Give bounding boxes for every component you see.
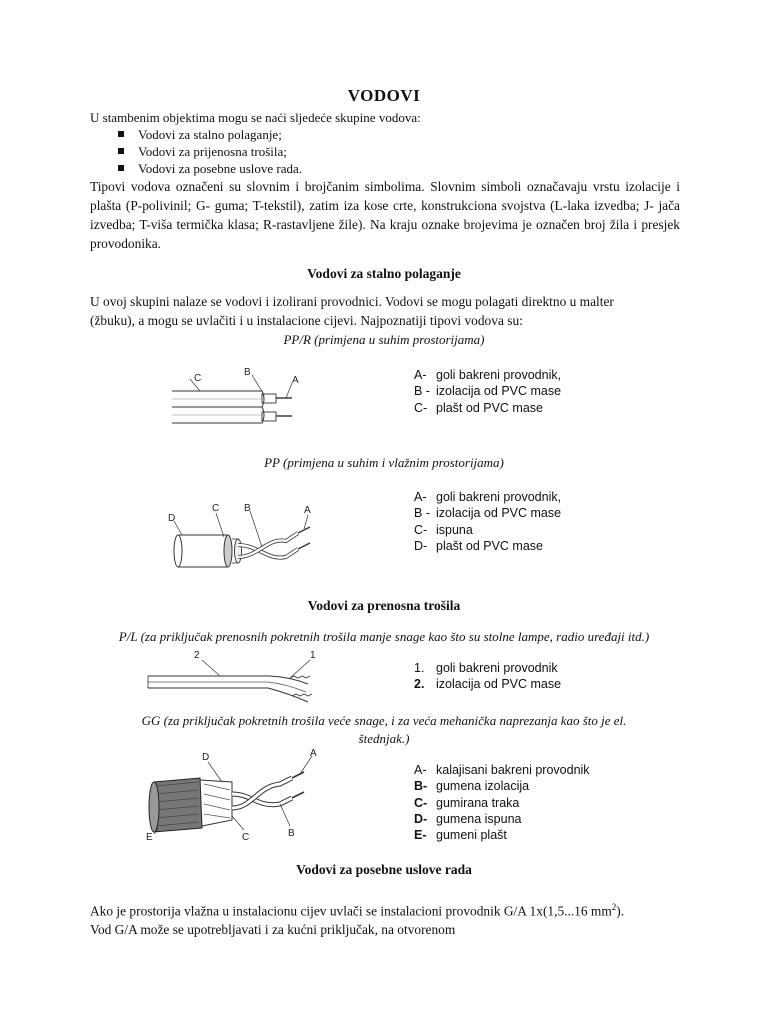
bullet-item: Vodovi za posebne uslove rada. bbox=[118, 160, 302, 177]
bullet-item: Vodovi za stalno polaganje; bbox=[118, 126, 302, 143]
figure2-label: B bbox=[244, 503, 251, 514]
legend-item: 2. izolacija od PVC mase bbox=[414, 677, 562, 692]
legend-item: A- kalajisani bakreni provodnik bbox=[414, 763, 590, 777]
types-paragraph: Tipovi vodova označeni su slovnim i brojčanim simbolima. Slovnim simboli označavaju vrstu izolacije i plašta (P-polivinil; G- guma; T-tekstil), zatim iza kose crte, konstrukciona svojstva (L-laka izvedba; J- jača izvedba; T-viša termička klasa; R-rastavljene žile). Na kraju oznake brojevima je označen broj žila i presjek provodonika. bbox=[90, 179, 680, 251]
figure3-caption: P/L (za priključak prenosnih pokretnih trošila manje snage kao što su stolne lampe, radio uređaji itd.) bbox=[118, 629, 650, 644]
figure4-caption-line: štednjak.) bbox=[358, 731, 410, 746]
figure4-label: A bbox=[310, 748, 317, 759]
legend-item: C- plašt od PVC mase bbox=[414, 400, 543, 415]
bullet-item: Vodovi za prijenosna trošila; bbox=[118, 143, 302, 160]
legend-item: B - izolacija od PVC mase bbox=[414, 506, 562, 521]
figure1-caption: PP/R (primjena u suhim prostorijama) bbox=[283, 332, 485, 347]
figure2-label: A bbox=[304, 505, 311, 516]
figure1-cable-drawing bbox=[160, 365, 310, 442]
legend-item: B - izolacija od PVC mase bbox=[414, 384, 562, 399]
figure3-label: 1 bbox=[310, 650, 316, 661]
figure2-cable-drawing bbox=[158, 497, 328, 582]
figure1-label: B bbox=[244, 367, 251, 378]
figure3-legend bbox=[414, 660, 561, 693]
section3-text: Ako je prostorija vlažna u instalacionu cijev uvlači se instalacioni provodnik G/A 1x(1,5...16 $mm^2$). Vod G/A može se upotrebljavati i za kućni priključak, na otvorenom bbox=[90, 902, 625, 938]
figure4-caption-line: GG (za priključak pokretnih trošila veće snage, i za veća mehanička naprezanja kao što je el. bbox=[141, 713, 627, 728]
figure2-legend bbox=[414, 489, 561, 554]
figure1-label: C bbox=[194, 373, 202, 384]
section-heading-prenosna: Vodovi za prenosna trošila bbox=[307, 598, 461, 613]
figure4-label: D bbox=[202, 752, 210, 763]
legend-item: A- goli bakreni provodnik, bbox=[414, 368, 562, 382]
section1-text: U ovoj skupini nalaze se vodovi i izolirani provodnici. Vodovi se mogu polagati direktno u malter (žbuku), a mogu se uvlačiti i u instalacione cijevi. Najpoznatiji tipovi vodova su: bbox=[90, 294, 614, 328]
figure1-legend bbox=[414, 367, 561, 416]
bullet-list bbox=[118, 126, 302, 177]
figure4-caption bbox=[0, 712, 768, 748]
intro-text: U stambenim objektima mogu se naći sljedeće skupine vodova: bbox=[90, 110, 421, 125]
legend-item: D- gumena ispuna bbox=[414, 811, 522, 826]
legend-item: D- plašt od PVC mase bbox=[414, 538, 543, 553]
section-heading-stalno: Vodovi za stalno polaganje bbox=[307, 266, 461, 281]
figure4-label: E bbox=[146, 832, 153, 842]
figure2-caption: PP (primjena u suhim i vlažnim prostorijama) bbox=[264, 455, 504, 470]
figure2-label: C bbox=[212, 503, 220, 514]
legend-item: A- goli bakreni provodnik, bbox=[414, 490, 562, 504]
figure4-label: B bbox=[288, 828, 295, 839]
figure2-label: D bbox=[168, 513, 176, 524]
legend-item: 1. goli bakreni provodnik bbox=[414, 661, 558, 675]
legend-item: E- gumeni plašt bbox=[414, 828, 507, 843]
figure3-cable-drawing bbox=[140, 648, 330, 711]
figure4-legend bbox=[414, 762, 590, 843]
legend-item: B- gumena izolacija bbox=[414, 779, 530, 794]
legend-item: C- gumirana traka bbox=[414, 795, 520, 810]
section-heading-posebne: Vodovi za posebne uslove rada bbox=[296, 862, 472, 877]
figure4-cable-drawing bbox=[140, 746, 330, 847]
page-title: VODOVI bbox=[347, 86, 421, 105]
figure3-label: 2 bbox=[194, 650, 200, 661]
legend-item: C- ispuna bbox=[414, 522, 473, 537]
figure1-label: A bbox=[292, 375, 299, 386]
figure4-label: C bbox=[242, 832, 250, 842]
